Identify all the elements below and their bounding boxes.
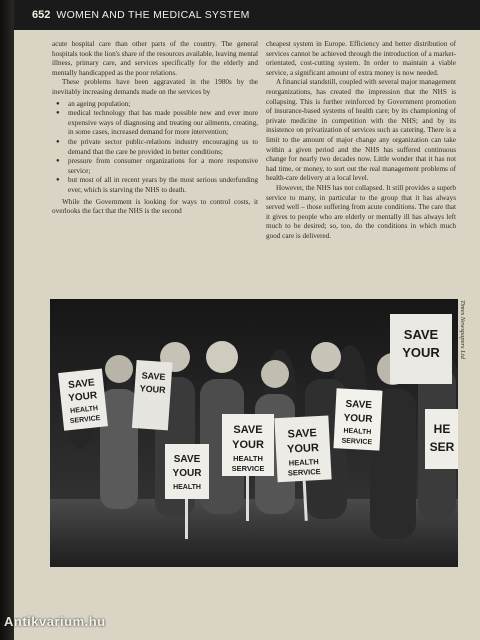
paragraph: However, the NHS has not collapsed. It still provides a superb service to many, in particular to the group that it has always served well – those suffering from acute conditions. The care that it gives to people who are elderly or mentally ill has always left much to be desired; so, too, do the conditions in which much good care is delivered. [266,183,456,240]
placard-text: YOUR [286,442,320,456]
photo-credit: Times Newspapers Ltd [459,300,466,359]
page-number: 652 [32,9,51,21]
placard-text: HEALTH [173,484,201,491]
placard-text: YOUR [139,383,166,396]
placard-text: YOUR [67,390,98,405]
placard-text: SAVE [233,424,263,436]
placard-text: HEALTH [69,405,99,416]
placard-text: HE [433,422,451,436]
bullet-item: ● but most of all in recent years by the most serious underfunding ever, which is starving the NHS to death. [68,176,258,195]
bullet-item: ● the private sector public-relations industry encouraging us to demand that the care be provided in better conditions; [68,138,258,157]
bullet-item: ● medical technology that has made possible new and ever more expensive ways of diagnosing and treating our ailments, creating, in some cases, increased demand for more intervention; [68,109,258,138]
placard-text: SAVE [67,377,96,392]
placard-text: YOUR [232,439,264,451]
placard-text: SERVICE [341,437,373,447]
placard-text: SAVE [403,327,439,342]
placard-text: SAVE [287,427,318,441]
placard-text: YOUR [343,412,373,426]
placard-text: SAVE [173,454,201,465]
paragraph: acute hospital care than other parts of the country. The general hospitals took the lion's share of the resources available, leaving mental illness, primary care, and services specifically for the elderly and mentally handicapped as the poor relations. [52,40,258,77]
paragraph: While the Government is looking for ways to control costs, it overlooks the fact that the NHS is the second [52,197,258,216]
chapter-title: WOMEN AND THE MEDICAL SYSTEM [56,9,250,21]
watermark-logo: Antikvarium.hu [4,614,106,629]
photo-illustration [50,299,458,567]
bullet-item: ● an ageing population; [68,100,258,110]
paragraph: These problems have been aggravated in the 1980s by the inevitably increasing demands made on the services by [52,78,258,96]
running-header [14,0,480,30]
placard-text: SAVE [141,370,166,383]
placard-text: SERVICE [287,466,321,478]
placard-text: HEALTH [288,457,319,468]
bullet-list [52,100,258,196]
bullet-item: ● pressure from consumer organizations for a more responsive service; [68,157,258,176]
placard-text: SAVE [345,398,373,412]
paragraph: cheapest system in Europe. Efficiency and better distribution of services cannot be achieved through the introduction of a market-orientated, cost-cutting system. In order to maintain a viable service, a significant amount of extra money is now needed. [266,40,456,77]
placard-text: SER [429,440,455,454]
book-spine-shadow [0,0,14,640]
placard-text: SERVICE [231,464,265,473]
text-column-left [52,40,258,217]
placard-text: HEALTH [233,454,263,463]
paragraph: A financial standstill, coupled with several major management reorganizations, has created the impression that the NHS is collapsing. This is further reinforced by Government promotion of insurance-based systems of health care; by its championing of private medicine in competition with the NHS; and by its insistence on privatization of services such as catering. There is a limit to the amount of major change any organization can take within a given period and the NHS has suffered continuous change for nearly two decades now. Little wonder that it has not had time, or money, to sort out the real management problems of health-care delivery at a local level. [266,78,456,183]
text-column-right [266,40,456,241]
protest-photograph [50,299,458,567]
placard-text: YOUR [402,345,440,360]
placard-text: SERVICE [69,414,101,426]
placard-text: YOUR [172,468,202,479]
placard-text: HEALTH [343,427,372,437]
